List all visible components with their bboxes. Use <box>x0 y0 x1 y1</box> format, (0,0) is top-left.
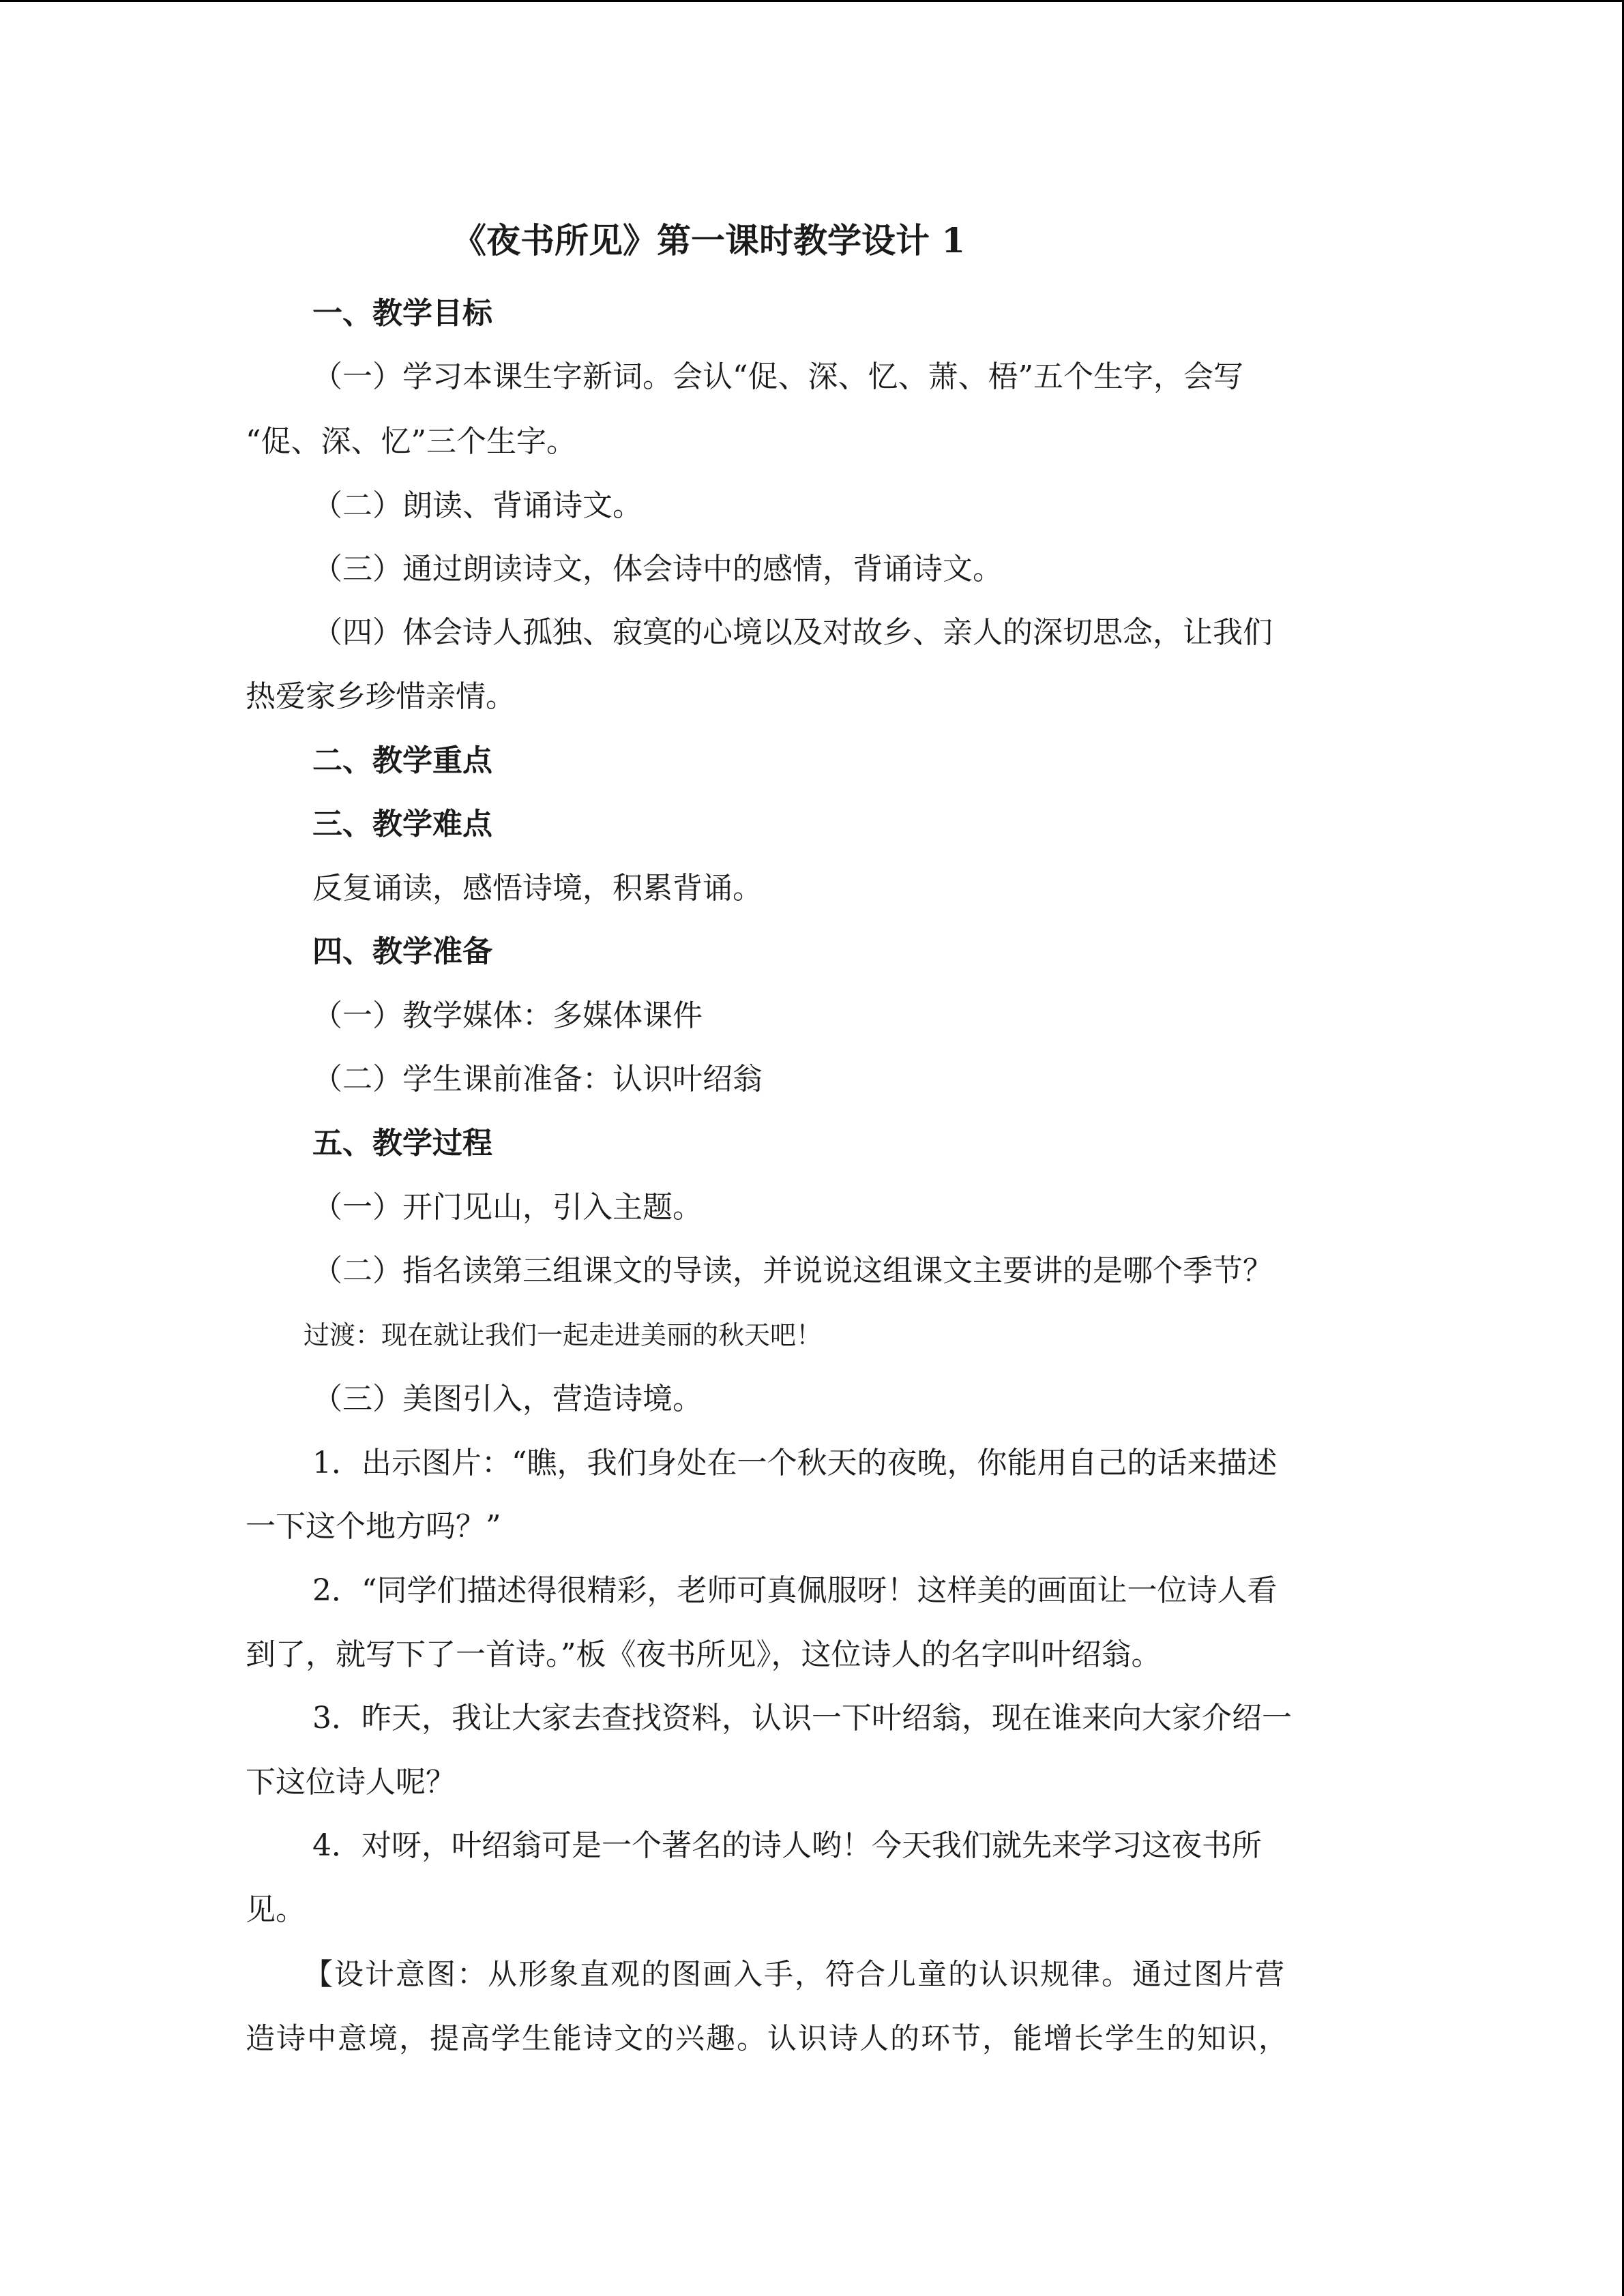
paragraph-line: 2．“同学们描述得很精彩，老师可真佩服呀！这样美的画面让一位诗人看 <box>312 1573 1278 1608</box>
section-heading-objectives: 一、教学目标 <box>312 296 492 331</box>
page-border-top <box>0 0 1624 2</box>
paragraph-line: “促、深、忆”三个生字。 <box>246 424 576 459</box>
paragraph-line: （二）指名读第三组课文的导读，并说说这组课文主要讲的是哪个季节？ <box>312 1253 1273 1288</box>
design-intent-line: 【设计意图：从形象直观的图画入手，符合儿童的认识规律。通过图片营 <box>304 1958 1286 1992</box>
paragraph-line: （三）通过朗读诗文，体会诗中的感情，背诵诗文。 <box>312 552 1003 586</box>
section-heading-preparation: 四、教学准备 <box>312 934 492 969</box>
paragraph-line: 一下这个地方吗？” <box>246 1509 501 1544</box>
section-heading-key-points: 二、教学重点 <box>312 743 492 778</box>
section-heading-difficulties: 三、教学难点 <box>312 807 492 841</box>
design-intent-line: 造诗中意境，提高学生能诗文的兴趣。认识诗人的环节，能增长学生的知识， <box>246 2022 1289 2056</box>
document-title: 《夜书所见》第一课时教学设计 1 <box>452 220 966 260</box>
paragraph-line: 3．昨天，我让大家去查找资料，认识一下叶绍翁，现在谁来向大家介绍一 <box>312 1701 1292 1735</box>
paragraph-line: （三）美图引入，营造诗境。 <box>312 1382 703 1416</box>
paragraph-line: 下这位诗人呢？ <box>246 1765 456 1800</box>
paragraph-line: 反复诵读，感悟诗境，积累背诵。 <box>312 871 763 906</box>
paragraph-line: 到了，就写下了一首诗。”板《夜书所见》，这位诗人的名字叫叶绍翁。 <box>246 1637 1162 1672</box>
paragraph-line: （一）教学媒体：多媒体课件 <box>312 998 703 1033</box>
paragraph-line: 见。 <box>246 1892 306 1927</box>
paragraph-line: （一）学习本课生字新词。会认“促、深、忆、萧、梧”五个生字，会写 <box>312 359 1243 394</box>
paragraph-line: （一）开门见山，引入主题。 <box>312 1190 703 1225</box>
paragraph-line: （二）学生课前准备：认识叶绍翁 <box>312 1062 763 1097</box>
paragraph-line: （二）朗读、背诵诗文。 <box>312 488 643 523</box>
paragraph-line: 1．出示图片：“瞧，我们身处在一个秋天的夜晚，你能用自己的话来描述 <box>312 1446 1278 1480</box>
paragraph-line: 4．对呀，叶绍翁可是一个著名的诗人哟！今天我们就先来学习这夜书所 <box>312 1828 1262 1863</box>
paragraph-line: （四）体会诗人孤独、寂寞的心境以及对故乡、亲人的深切思念，让我们 <box>312 615 1273 650</box>
section-heading-process: 五、教学过程 <box>312 1126 492 1161</box>
paragraph-line: 热爱家乡珍惜亲情。 <box>246 679 516 714</box>
transition-note: 过渡：现在就让我们一起走进美丽的秋天吧！ <box>304 1320 823 1350</box>
